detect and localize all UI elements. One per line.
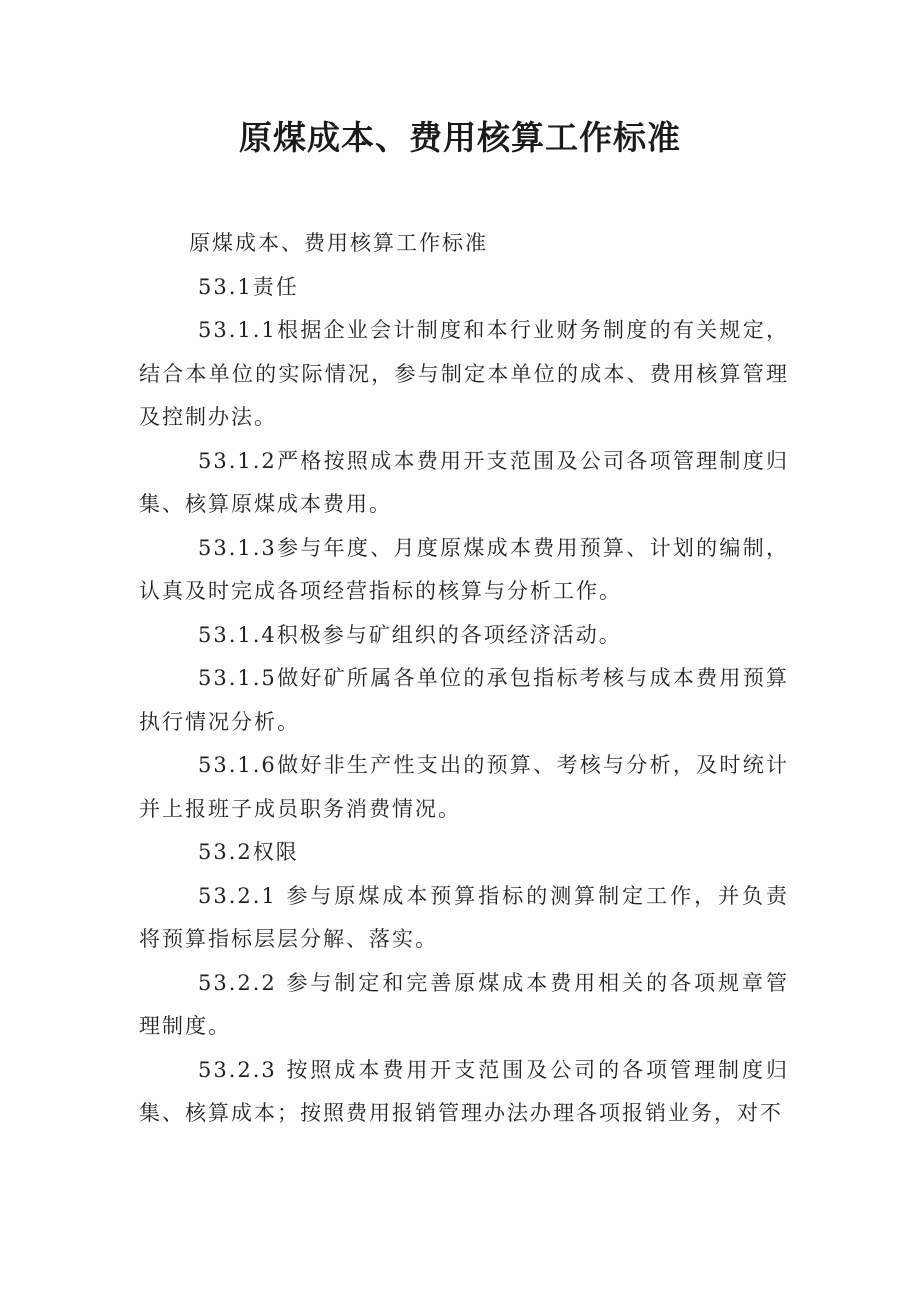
paragraph-53-2-2: 53.2.2 参与制定和完善原煤成本费用相关的各项规章管理制度。	[139, 970, 789, 1038]
paragraph-53-1-4: 53.1.4积极参与矿组织的各项经济活动。	[198, 622, 622, 647]
paragraph-53-1-2: 53.1.2严格按照成本费用开支范围及公司各项管理制度归集、核算原煤成本费用。	[139, 448, 789, 516]
paragraph-53-2-3: 53.2.3 按照成本费用开支范围及公司的各项管理制度归集、核算成本；按照费用报销管理办法办理各项报销业务，对不	[139, 1057, 789, 1125]
paragraph-53-1-6: 53.1.6做好非生产性支出的预算、考核与分析，及时统计并上报班子成员职务消费情况。	[139, 753, 789, 821]
paragraph-53-2-1: 53.2.1 参与原煤成本预算指标的测算制定工作，并负责将预算指标层层分解、落实。	[139, 883, 789, 951]
paragraph-subtitle: 原煤成本、费用核算工作标准	[189, 231, 488, 255]
paragraph-53-1-1: 53.1.1根据企业会计制度和本行业财务制度的有关规定，结合本单位的实际情况，参与制定本单位的成本、费用核算管理及控制办法。	[139, 318, 789, 429]
paragraph-53-1-5: 53.1.5做好矿所属各单位的承包指标考核与成本费用预算执行情况分析。	[139, 666, 789, 734]
paragraph-section-53-1: 53.1责任	[198, 274, 299, 299]
document-title: 原煤成本、费用核算工作标准	[239, 118, 681, 157]
paragraph-53-1-3: 53.1.3参与年度、月度原煤成本费用预算、计划的编制，认真及时完成各项经营指标的核算与分析工作。	[139, 535, 789, 603]
document-body	[139, 222, 789, 1136]
paragraph-section-53-2: 53.2权限	[198, 840, 299, 864]
